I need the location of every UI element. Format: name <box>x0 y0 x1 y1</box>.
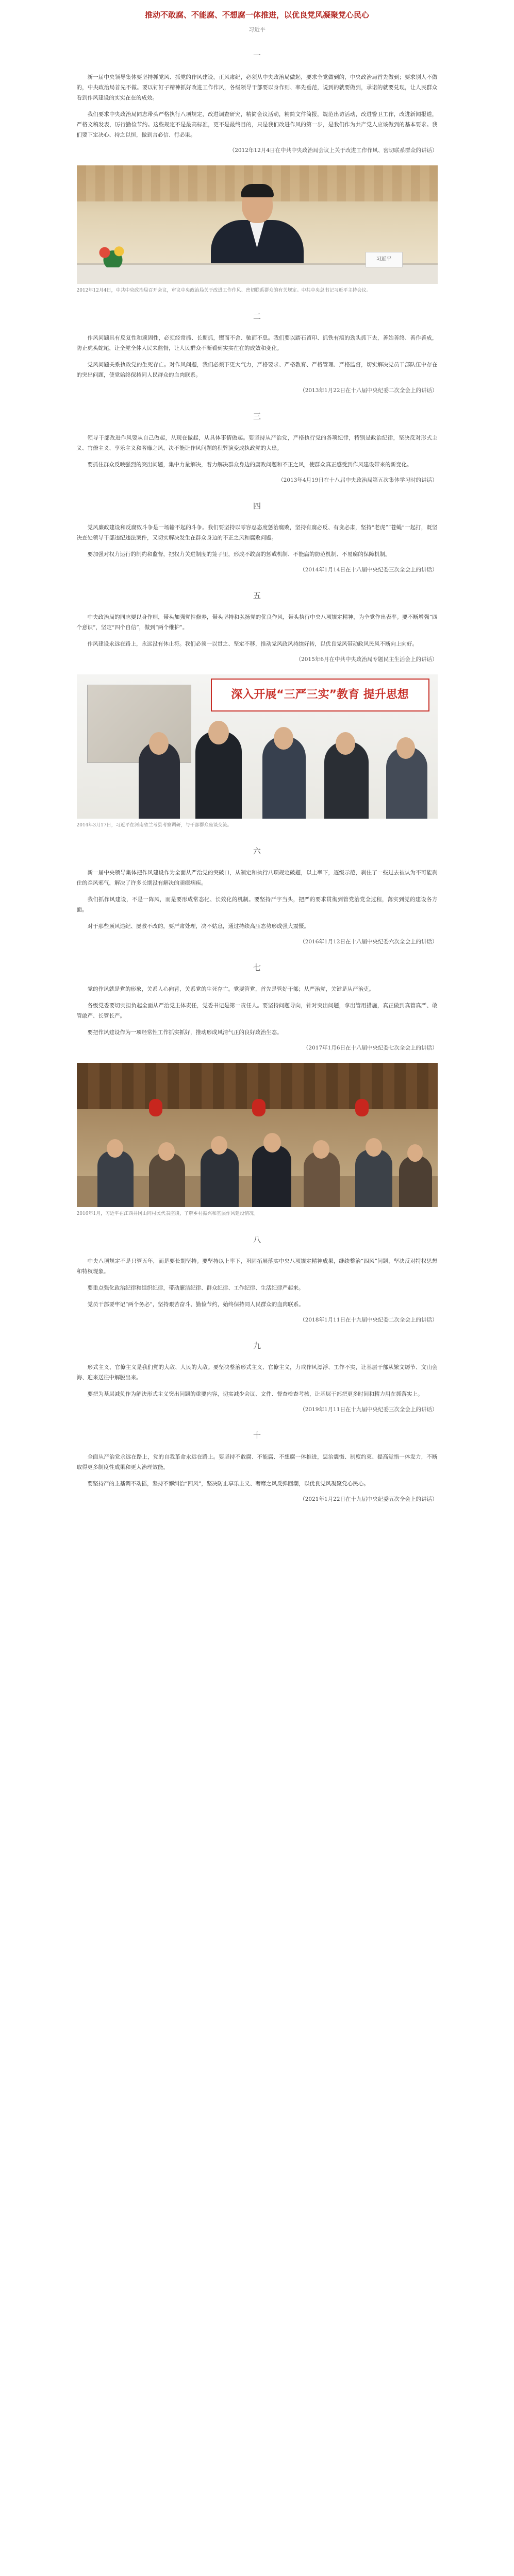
paragraph: 新一届中央领导集体要坚持抓党风、抓党的作风建设，正风肃纪，必须从中央政治局做起，要求全党做到的，中央政治局首先做到；要求别人不做的，中央政治局首先不做。要以钉钉子精神抓好改进工作作风，各级领导干部要以身作则、率先垂范，说到的就要做到，承诺的就要兑现，让人民群众看到作风建设的实实在在的成效。 <box>76 74 438 101</box>
photo-figure-head <box>211 1136 227 1155</box>
photo-figure-head <box>208 721 229 744</box>
paragraph: 形式主义、官僚主义是我们党的大敌、人民的大敌。要坚决整治形式主义、官僚主义，力戒作风漂浮、工作不实，让基层干部从繁文缛节、文山会海、迎来送往中解脱出来。 <box>76 1364 438 1381</box>
paragraph: 党员干部要牢记“两个务必”，坚持艰苦奋斗、勤俭节约，始终保持同人民群众的血肉联系。 <box>87 1301 304 1308</box>
quote-source: （2014年1月14日在十八届中央纪委三次全会上的讲话） <box>300 567 438 573</box>
section-number: 三 <box>253 412 261 421</box>
paragraph: 党风问题关系执政党的生死存亡。对作风问题，我们必须下更大气力，严格要求、严格教育、严格管理、严格监督，切实解决党员干部队伍中存在的突出问题，使党始终保持同人民群众的血肉联系。 <box>76 362 438 378</box>
photo-figure <box>149 1153 185 1207</box>
quote-source: （2015年6月在中共中央政治局专题民主生活会上的讲话） <box>295 656 438 663</box>
section-number: 七 <box>253 963 261 972</box>
quote-source: （2013年4月19日在十八届中央政治局第五次集体学习时的讲话） <box>278 477 438 483</box>
quote-source: （2018年1月11日在十九届中央纪委二次全会上的讲话） <box>300 1317 438 1323</box>
article-container <box>77 0 438 1503</box>
photo-figure-head <box>149 732 169 755</box>
paragraph: 中央八项规定不是只管五年，而是要长期坚持。要坚持以上率下，巩固拓展落实中央八项规定精神成果，继续整治“四风”问题，坚决反对特权思想和特权现象。 <box>76 1258 438 1275</box>
paragraph: 作风建设永远在路上，永远没有休止符。我们必须一以贯之、坚定不移，推动党风政风持续好转，以优良党风带动政风民风不断向上向好。 <box>87 641 418 647</box>
photo-caption: 2016年1月，习近平在江西井冈山同村民代表座谈，了解乡村振兴和基层作风建设情况。 <box>76 1211 259 1216</box>
paragraph: 要加强对权力运行的制约和监督，把权力关进制度的笼子里，形成不敢腐的惩戒机制、不能腐的防范机制、不易腐的保障机制。 <box>87 551 391 557</box>
paragraph: 新一届中央领导集体把作风建设作为全面从严治党的突破口，从制定和执行八项规定破题，以上率下，逐级示范，刹住了一些过去被认为不可能刹住的歪风邪气，解决了许多长期没有解决的顽瘴痼疾。 <box>76 870 438 886</box>
photo-figure-head <box>313 1140 329 1159</box>
quote-source: （2016年1月12日在十八届中央纪委六次全会上的讲话） <box>300 939 438 945</box>
section-7 <box>77 962 438 1052</box>
section-5 <box>77 590 438 663</box>
paragraph: 各级党委要切实担负起全面从严治党主体责任，党委书记是第一责任人。要坚持问题导向，针对突出问题，拿出管用措施，真正做到真管真严、敢管敢严、长管长严。 <box>76 1003 438 1019</box>
section-8 <box>77 1234 438 1324</box>
photo-figure-head <box>366 1138 382 1157</box>
paragraph: 要坚持严的主基调不动摇，坚持不懈纠治“四风”，坚决防止享乐主义、奢靡之风反弹回潮，以优良党风凝聚党心民心。 <box>87 1481 369 1487</box>
quote-source: （2019年1月11日在十九届中央纪委三次全会上的讲话） <box>300 1406 438 1413</box>
photo-figure <box>355 1149 392 1207</box>
photo-lantern <box>355 1099 369 1116</box>
photo-figure-head <box>107 1139 123 1158</box>
photo-figure <box>304 1151 340 1207</box>
paragraph: 我们要求中央政治局同志带头严格执行八项规定，改进调查研究，精简会议活动，精简文件简报，规范出访活动，改进警卫工作，改进新闻报道，严格文稿发表，厉行勤俭节约。这些规定不是最高标准，更不是最终目的，只是我们改进作风的第一步，是我们作为共产党人应该做到的基本要求。我们要下定决心、持之以恒，做到言必信、行必果。 <box>76 111 438 138</box>
photo-hair <box>241 184 274 197</box>
paragraph: 作风问题具有反复性和顽固性，必须经常抓、长期抓，锲而不舍、驰而不息。我们要以踏石留印、抓铁有痕的劲头抓下去，善始善终、善作善成，防止虎头蛇尾，让全党全体人民来监督，让人民群众不断看到实实在在的成效和变化。 <box>76 335 438 351</box>
section-6 <box>77 845 438 945</box>
photo-figure <box>97 1150 134 1207</box>
photo-figure-head <box>158 1142 175 1161</box>
section-4 <box>77 500 438 573</box>
photo-figure <box>252 1145 291 1207</box>
paragraph: 中央政治局的同志要以身作则，带头加强党性修养，带头坚持和弘扬党的优良作风，带头执行中央八项规定精神，为全党作出表率。要不断增强“四个意识”，坚定“四个自信”，做到“两个维护”。 <box>76 614 438 631</box>
quote-source: （2021年1月22日在十九届中央纪委五次全会上的讲话） <box>300 1496 438 1502</box>
photo-nameplate: 习近平 <box>366 252 403 267</box>
section-3 <box>77 411 438 484</box>
figure-3 <box>77 1063 438 1217</box>
photo-visit <box>77 674 438 819</box>
photo-figure-head <box>407 1144 423 1162</box>
quote-source: （2013年1月22日在十八届中央纪委二次全会上的讲话） <box>300 387 438 394</box>
photo-flowers <box>92 243 134 267</box>
photo-figure <box>201 1148 239 1207</box>
photo-caption: 2012年12月4日，中共中央政治局召开会议，审议中央政治局关于改进工作作风、密切联系群众的有关规定。中共中央总书记习近平主持会议。 <box>76 288 371 293</box>
section-number: 一 <box>253 51 261 60</box>
section-number: 十 <box>253 1431 261 1440</box>
photo-figure <box>399 1156 432 1207</box>
paragraph: 要把为基层减负作为解决形式主义突出问题的重要内容，切实减少会议、文件、督查检查考核，让基层干部把更多时间和精力用在抓落实上。 <box>87 1391 423 1397</box>
section-number: 五 <box>253 591 261 600</box>
photo-figure-head <box>336 732 355 755</box>
section-number: 四 <box>253 501 261 511</box>
photo-figure-head <box>396 737 415 759</box>
photo-caption: 2014年3月17日，习近平在河南省兰考县考察调研，与干部群众座谈交流。 <box>76 823 232 828</box>
paragraph: 全面从严治党永远在路上，党的自我革命永远在路上。要坚持不敢腐、不能腐、不想腐一体推进，惩治震慑、制度约束、提高觉悟一体发力，不断取得更多制度性成果和更大治理效能。 <box>76 1454 438 1470</box>
paragraph: 我们抓作风建设，不是一阵风，而是要形成常态化、长效化的机制。要坚持严字当头，把严的要求贯彻到管党治党全过程，落实到党的建设各方面。 <box>76 896 438 913</box>
paragraph: 对于那些顶风违纪、屡教不改的，要严肃处理，决不姑息，通过持续高压态势形成强大震慑。 <box>87 923 309 929</box>
paragraph: 领导干部改进作风要从自己做起，从现在做起，从具体事情做起。要坚持从严治党，严格执行党的各项纪律，特别是政治纪律，坚决反对形式主义、官僚主义、享乐主义和奢靡之风，决不能让作风问题的积弊演变成执政党的大患。 <box>76 435 438 451</box>
quote-source: （2012年12月4日在中共中央政治局会议上关于改进工作作风、密切联系群众的讲话） <box>229 147 438 154</box>
section-1 <box>77 50 438 154</box>
paragraph: 要把作风建设作为一项经常性工作抓实抓好，推动形成风清气正的良好政治生态。 <box>87 1029 283 1036</box>
article-meta <box>77 25 438 33</box>
section-2 <box>77 311 438 394</box>
figure-1 <box>77 165 438 294</box>
article-source: 习近平 <box>248 26 266 33</box>
section-number: 九 <box>253 1341 261 1350</box>
article-title: 推动不敢腐、不能腐、不想腐一体推进，以优良党风凝聚党心民心 <box>144 10 369 20</box>
photo-banner-text: 深入开展“三严三实”教育 提升思想 <box>231 688 409 701</box>
photo-figure-head <box>263 1133 281 1153</box>
section-number: 六 <box>253 846 261 856</box>
photo-meeting <box>77 165 438 284</box>
paragraph: 要抓住群众反映强烈的突出问题，集中力量解决，着力解决群众身边的腐败问题和不正之风，使群众真正感受到作风建设带来的新变化。 <box>87 462 412 468</box>
section-number: 二 <box>253 312 261 321</box>
section-10 <box>77 1430 438 1503</box>
section-9 <box>77 1340 438 1413</box>
photo-figure-head <box>274 727 293 750</box>
photo-lantern <box>252 1099 266 1116</box>
photo-lantern <box>149 1099 162 1116</box>
figure-2 <box>77 674 438 829</box>
section-number: 八 <box>253 1235 261 1244</box>
photo-banner <box>211 679 429 711</box>
paragraph: 党的作风就是党的形象，关系人心向背，关系党的生死存亡。党要管党，首先是管好干部；从严治党，关键是从严治吏。 <box>87 986 374 992</box>
paragraph: 要重点强化政治纪律和组织纪律，带动廉洁纪律、群众纪律、工作纪律、生活纪律严起来。 <box>87 1285 304 1291</box>
quote-source: （2017年1月6日在十八届中央纪委七次全会上的讲话） <box>303 1045 438 1051</box>
photo-village <box>77 1063 438 1207</box>
paragraph: 党风廉政建设和反腐败斗争是一场输不起的斗争。我们要坚持以零容忍态度惩治腐败，坚持有腐必反、有贪必肃，坚持“老虎”“苍蝇”一起打，既坚决查处领导干部违纪违法案件，又切实解决发生在群众身边的不正之风和腐败问题。 <box>76 524 438 541</box>
